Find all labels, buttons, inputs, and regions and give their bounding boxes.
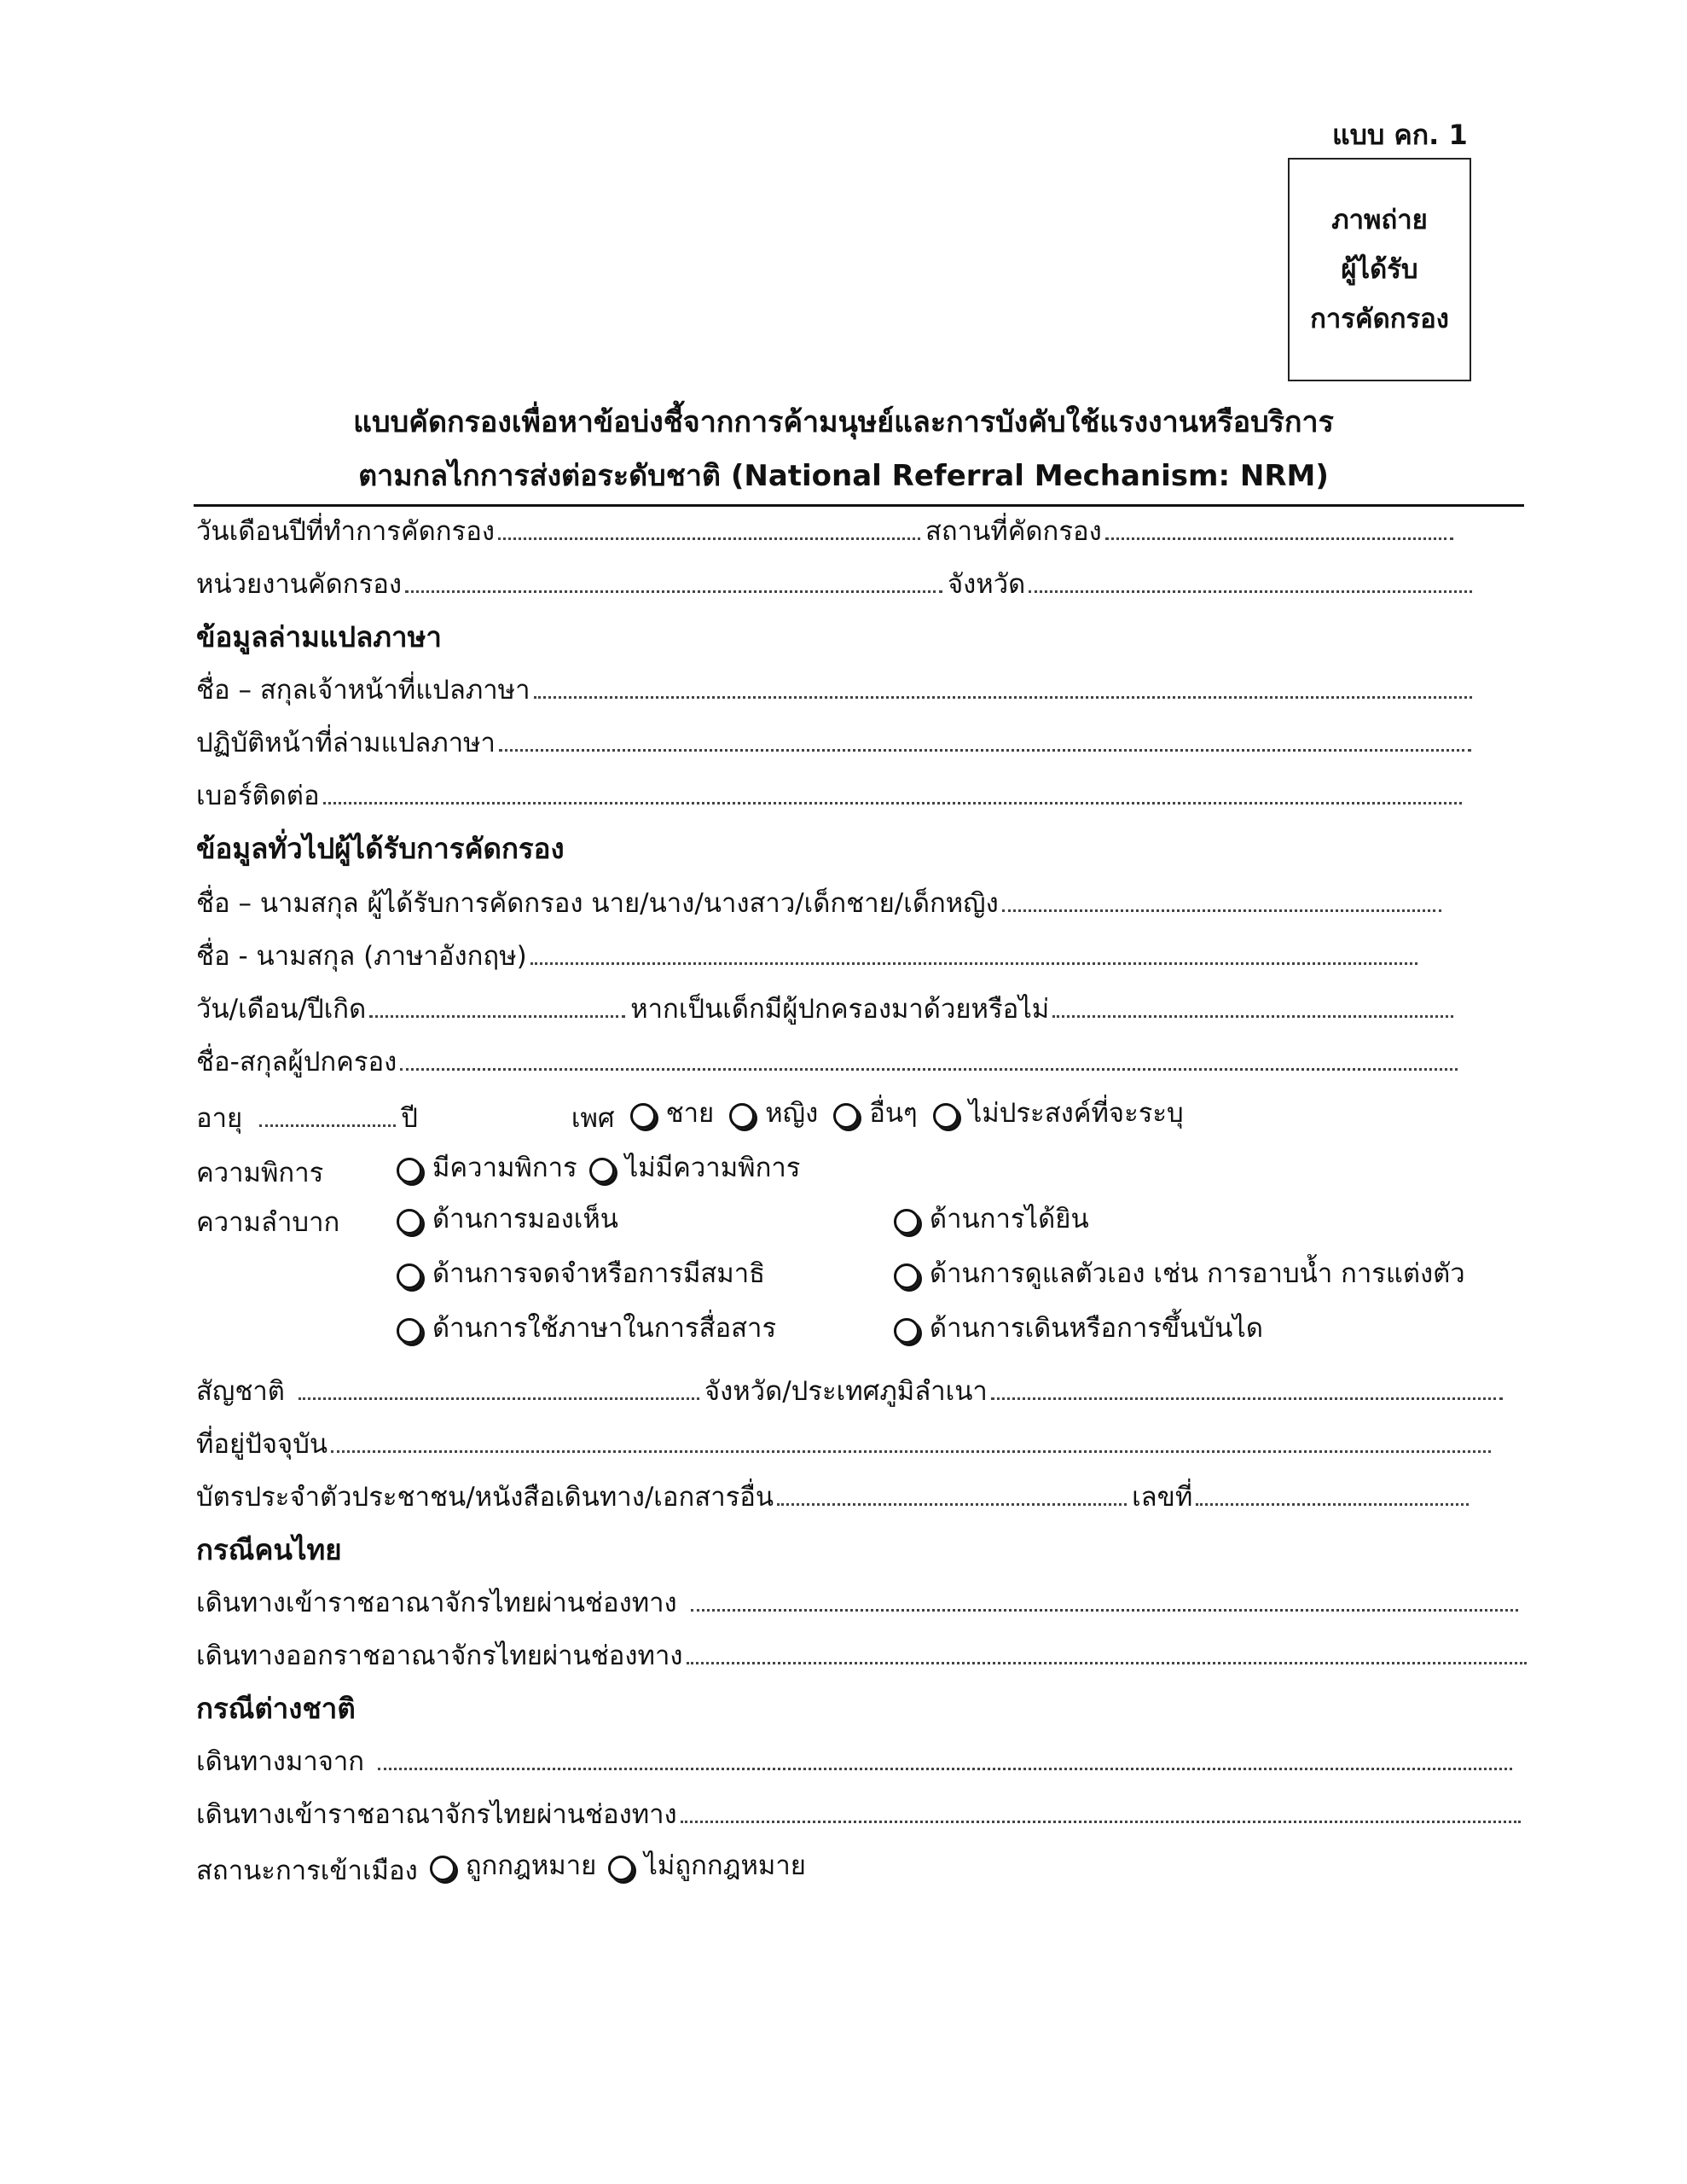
sex-option-label: ไม่ประสงค์ที่จะระบุ <box>968 1098 1184 1129</box>
age-sex-row <box>196 1098 1184 1135</box>
guardian-name-label: ชื่อ-สกุลผู้ปกครอง <box>196 1047 397 1077</box>
subject-name-en-row <box>196 940 1423 974</box>
foreign-entry-field[interactable] <box>681 1798 1521 1823</box>
form-code: แบบ คก. 1 <box>1332 119 1468 151</box>
sex-option-female[interactable] <box>729 1098 819 1129</box>
difficulty-option-selfcare[interactable] <box>894 1258 1465 1289</box>
disability-label: ความพิการ <box>196 1157 324 1188</box>
sex-option-label: ชาย <box>665 1098 715 1129</box>
disability-row <box>196 1155 800 1189</box>
difficulty-option-label: ด้านการได้ยิน <box>930 1204 1089 1234</box>
difficulty-label: ความลำบาก <box>196 1207 340 1238</box>
disability-option-label: ไม่มีความพิการ <box>624 1153 801 1183</box>
section-heading-thai-case: กรณีคนไทย <box>196 1533 342 1566</box>
domicile-field[interactable] <box>991 1375 1503 1400</box>
photo-box-line: ภาพถ่าย <box>1331 205 1428 235</box>
thai-exit-row <box>196 1640 1532 1674</box>
id-number-label: เลขที่ <box>1132 1482 1193 1513</box>
immigration-option-label: ถูกกฎหมาย <box>465 1850 597 1881</box>
dob-field[interactable] <box>369 993 625 1018</box>
sex-option-other[interactable] <box>833 1098 918 1129</box>
sex-option-label: หญิง <box>765 1098 819 1129</box>
radio-circle-icon <box>630 1103 656 1129</box>
section-heading-interpreter: ข้อมูลล่ามแปลภาษา <box>196 620 442 653</box>
difficulty-option-label: ด้านการใช้ภาษาในการสื่อสาร <box>432 1313 777 1344</box>
subject-name-th-label: ชื่อ – นามสกุล ผู้ได้รับการคัดกรอง นาย/นาง/นางสาว/เด็กชาย/เด็กหญิง <box>196 888 999 919</box>
radio-circle-icon <box>894 1209 919 1234</box>
radio-circle-icon <box>397 1318 422 1344</box>
radio-circle-icon <box>933 1103 959 1129</box>
age-field[interactable] <box>259 1102 396 1127</box>
nationality-field[interactable] <box>299 1375 699 1400</box>
radio-circle-icon <box>397 1209 422 1234</box>
dob-row <box>196 993 1458 1027</box>
screening-province-field[interactable] <box>1029 568 1472 593</box>
immigration-option-label: ไม่ถูกกฎหมาย <box>644 1850 806 1881</box>
radio-circle-icon <box>397 1263 422 1289</box>
radio-circle-icon <box>397 1158 422 1183</box>
sex-option-label: อื่นๆ <box>869 1098 918 1129</box>
immigration-option-legal[interactable] <box>430 1850 597 1881</box>
subject-name-en-label: ชื่อ - นามสกุล (ภาษาอังกฤษ) <box>196 941 527 972</box>
radio-circle-icon <box>608 1856 634 1881</box>
subject-name-en-field[interactable] <box>530 940 1417 965</box>
interpreter-name-row <box>196 674 1477 708</box>
interpreter-duty-field[interactable] <box>499 727 1471 752</box>
immigration-status-label: สถานะการเข้าเมือง <box>196 1855 418 1886</box>
disability-option-no[interactable] <box>589 1155 801 1182</box>
subject-name-th-field[interactable] <box>1002 887 1441 912</box>
address-field[interactable] <box>331 1428 1491 1453</box>
foreign-from-field[interactable] <box>378 1745 1512 1770</box>
sex-option-male[interactable] <box>630 1098 715 1129</box>
thai-exit-field[interactable] <box>687 1640 1527 1664</box>
radio-circle-icon <box>833 1103 859 1129</box>
guardian-name-field[interactable] <box>400 1046 1458 1071</box>
photo-box-line: ผู้ได้รับ <box>1341 254 1418 285</box>
domicile-label: จังหวัด/ประเทศภูมิลำเนา <box>704 1376 988 1407</box>
section-heading-foreign-case: กรณีต่างชาติ <box>196 1692 356 1725</box>
id-number-field[interactable] <box>1196 1481 1469 1506</box>
difficulty-option-memory[interactable] <box>397 1258 766 1289</box>
disability-option-label: มีความพิการ <box>432 1153 577 1183</box>
radio-circle-icon <box>430 1856 455 1881</box>
photo-box-line: การคัดกรอง <box>1310 304 1449 334</box>
interpreter-duty-label: ปฏิบัติหน้าที่ล่ามแปลภาษา <box>196 728 496 758</box>
difficulty-option-seeing[interactable] <box>397 1206 618 1233</box>
difficulty-option-hearing[interactable] <box>894 1206 1089 1233</box>
screening-date-row <box>196 515 1458 549</box>
screening-place-field[interactable] <box>1105 515 1453 540</box>
difficulty-option-communication[interactable] <box>397 1313 777 1344</box>
interpreter-name-field[interactable] <box>534 674 1472 699</box>
sex-label: เพศ <box>571 1102 615 1134</box>
immigration-option-illegal[interactable] <box>608 1850 806 1881</box>
screening-date-label: วันเดือนปีที่ทำการคัดกรอง <box>196 516 495 547</box>
address-label: ที่อยู่ปัจจุบัน <box>196 1429 328 1460</box>
id-document-label: บัตรประจำตัวประชาชน/หนังสือเดินทาง/เอกสารอื่น <box>196 1482 774 1513</box>
title-divider <box>194 504 1524 507</box>
guardian-name-row <box>196 1046 1463 1080</box>
difficulty-option-walking[interactable] <box>894 1313 1263 1344</box>
interpreter-name-label: ชื่อ – สกุลเจ้าหน้าที่แปลภาษา <box>196 675 530 706</box>
interpreter-phone-label: เบอร์ติดต่อ <box>196 781 320 811</box>
id-document-row <box>196 1481 1474 1515</box>
radio-circle-icon <box>894 1318 919 1344</box>
age-label: อายุ <box>196 1102 243 1134</box>
nationality-label: สัญชาติ <box>196 1376 285 1407</box>
screening-agency-label: หน่วยงานคัดกรอง <box>196 569 402 600</box>
interpreter-duty-row <box>196 727 1476 761</box>
radio-circle-icon <box>894 1263 919 1289</box>
radio-circle-icon <box>589 1158 615 1183</box>
thai-entry-label: เดินทางเข้าราชอาณาจักรไทยผ่านช่องทาง <box>196 1588 677 1618</box>
difficulty-option-label: ด้านการเดินหรือการขึ้นบันได <box>930 1313 1263 1344</box>
screening-agency-row <box>196 568 1477 602</box>
id-document-field[interactable] <box>777 1481 1127 1506</box>
screening-agency-field[interactable] <box>405 568 942 593</box>
thai-exit-label: เดินทางออกราชอาณาจักรไทยผ่านช่องทาง <box>196 1641 683 1671</box>
form-subtitle: ตามกลไกการส่งต่อระดับชาติ (National Referral Mechanism: NRM) <box>358 459 1329 493</box>
screening-province-label: จังหวัด <box>947 569 1026 600</box>
immigration-status-row <box>196 1850 806 1887</box>
section-heading-general: ข้อมูลทั่วไปผู้ได้รับการคัดกรอง <box>196 832 565 865</box>
screening-place-label: สถานที่คัดกรอง <box>925 516 1102 547</box>
foreign-entry-label: เดินทางเข้าราชอาณาจักรไทยผ่านช่องทาง <box>196 1799 677 1830</box>
disability-option-yes[interactable] <box>397 1155 577 1182</box>
guardian-question-label: หากเป็นเด็กมีผู้ปกครองมาด้วยหรือไม่ <box>630 994 1050 1025</box>
guardian-answer-field[interactable] <box>1052 993 1453 1018</box>
difficulty-option-label: ด้านการมองเห็น <box>432 1204 618 1234</box>
thai-entry-row <box>196 1587 1523 1621</box>
difficulty-option-label: ด้านการดูแลตัวเอง เช่น การอาบน้ำ การแต่งตัว <box>930 1258 1465 1289</box>
foreign-entry-row <box>196 1798 1526 1833</box>
photo-placeholder-box <box>1288 158 1471 381</box>
nationality-row <box>196 1375 1508 1409</box>
thai-entry-field[interactable] <box>691 1587 1518 1612</box>
sex-option-unspecified[interactable] <box>933 1098 1184 1129</box>
interpreter-phone-row <box>196 780 1467 814</box>
radio-circle-icon <box>729 1103 755 1129</box>
dob-label: วัน/เดือน/ปีเกิด <box>196 994 367 1025</box>
subject-name-th-row <box>196 887 1446 921</box>
screening-date-field[interactable] <box>498 515 920 540</box>
interpreter-phone-field[interactable] <box>323 780 1462 804</box>
form-title: แบบคัดกรองเพื่อหาข้อบ่งชี้จากการค้ามนุษย์และการบังคับใช้แรงงานหรือบริการ <box>353 405 1334 439</box>
difficulty-option-label: ด้านการจดจำหรือการมีสมาธิ <box>432 1258 766 1289</box>
age-unit: ปี <box>401 1102 418 1134</box>
address-row <box>196 1428 1496 1462</box>
foreign-from-label: เดินทางมาจาก <box>196 1746 365 1777</box>
foreign-from-row <box>196 1745 1517 1780</box>
